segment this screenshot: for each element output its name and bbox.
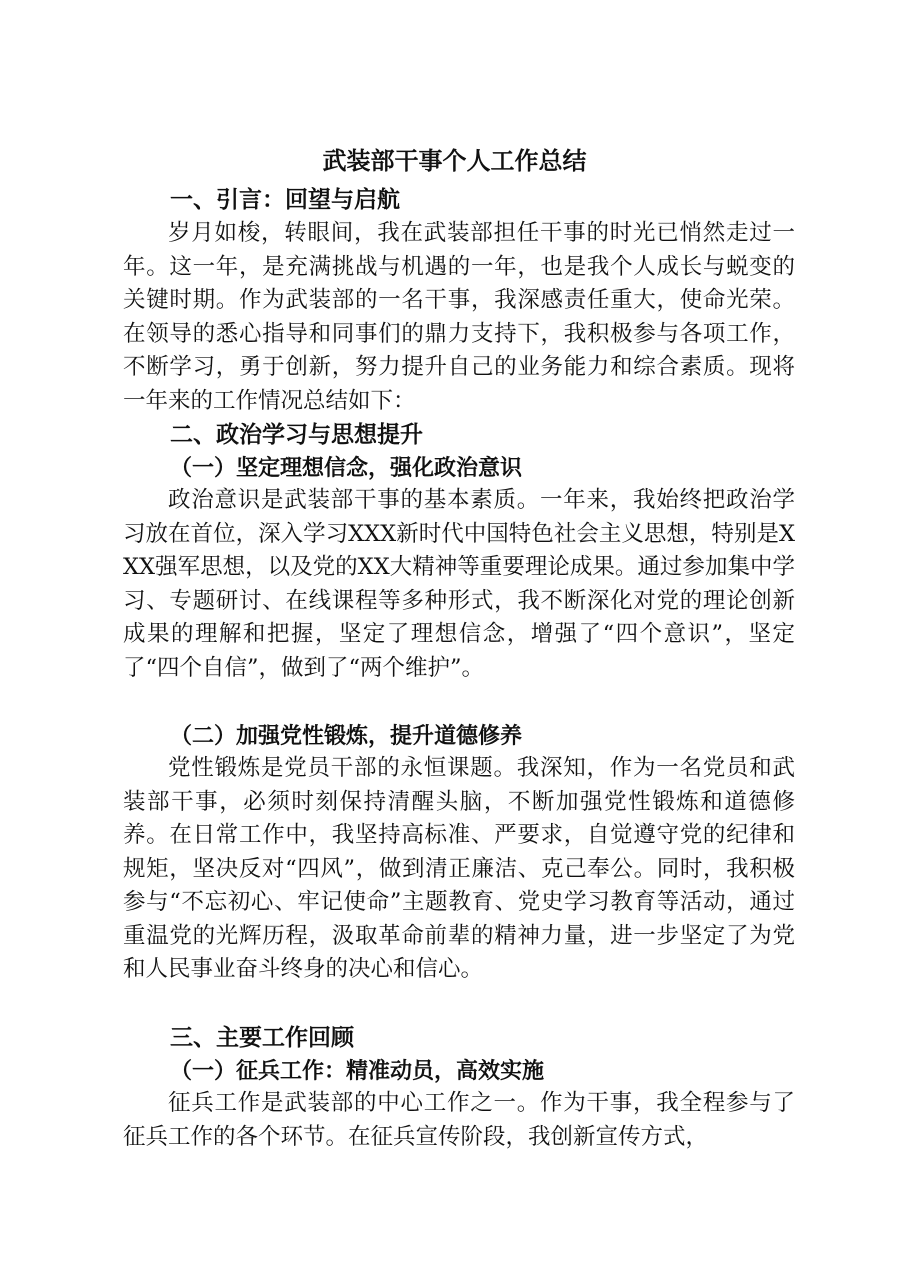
section-heading-introduction: 一、引言：回望与启航 bbox=[170, 187, 400, 213]
section-heading-work-review: 三、主要工作回顾 bbox=[170, 1025, 354, 1051]
document-title: 武装部干事个人工作总结 bbox=[322, 146, 587, 175]
section-heading-political-study: 二、政治学习与思想提升 bbox=[170, 422, 423, 448]
paragraph-introduction: 岁月如梭，转眼间，我在武装部担任干事的时光已悄然走过一年。这一年，是充满挑战与机遇的一年，也是我个人成长与蜕变的关键时期。作为武装部的一名干事，我深感责任重大，使命光荣。在领导的悉心指导和同事们的鼎力支持下，我积极参与各项工作，不断学习，勇于创新，努力提升自己的业务能力和综合素质。现将一年来的工作情况总结如下： bbox=[123, 220, 795, 414]
paragraph-ideals: 政治意识是武装部干事的基本素质。一年来，我始终把政治学习放在首位，深入学习XXX新时代中国特色社会主义思想，特别是XXX强军思想，以及党的XX大精神等重要理论成果。通过参加集中学习、专题研讨、在线课程等多种形式，我不断深化对党的理论创新成果的理解和把握，坚定了理想信念，增强了“四个意识”，坚定了“四个自信”，做到了“两个维护”。 bbox=[123, 487, 795, 681]
subsection-heading-ideals: （一）坚定理想信念，强化政治意识 bbox=[170, 455, 523, 481]
paragraph-conscription: 征兵工作是武装部的中心工作之一。作为干事，我全程参与了征兵工作的各个环节。在征兵宣传阶段，我创新宣传方式， bbox=[123, 1090, 795, 1150]
subsection-heading-party-spirit: （二）加强党性锻炼，提升道德修养 bbox=[170, 723, 523, 749]
paragraph-party-spirit: 党性锻炼是党员干部的永恒课题。我深知，作为一名党员和武装部干事，必须时刻保持清醒头脑，不断加强党性锻炼和道德修养。在日常工作中，我坚持高标准、严要求，自觉遵守党的纪律和规矩，坚决反对“四风”，做到清正廉洁、克己奉公。同时，我积极参与“不忘初心、牢记使命”主题教育、党史学习教育等活动，通过重温党的光辉历程，汲取革命前辈的精神力量，进一步坚定了为党和人民事业奋斗终身的决心和信心。 bbox=[123, 755, 795, 982]
subsection-heading-conscription: （一）征兵工作：精准动员，高效实施 bbox=[170, 1058, 545, 1084]
